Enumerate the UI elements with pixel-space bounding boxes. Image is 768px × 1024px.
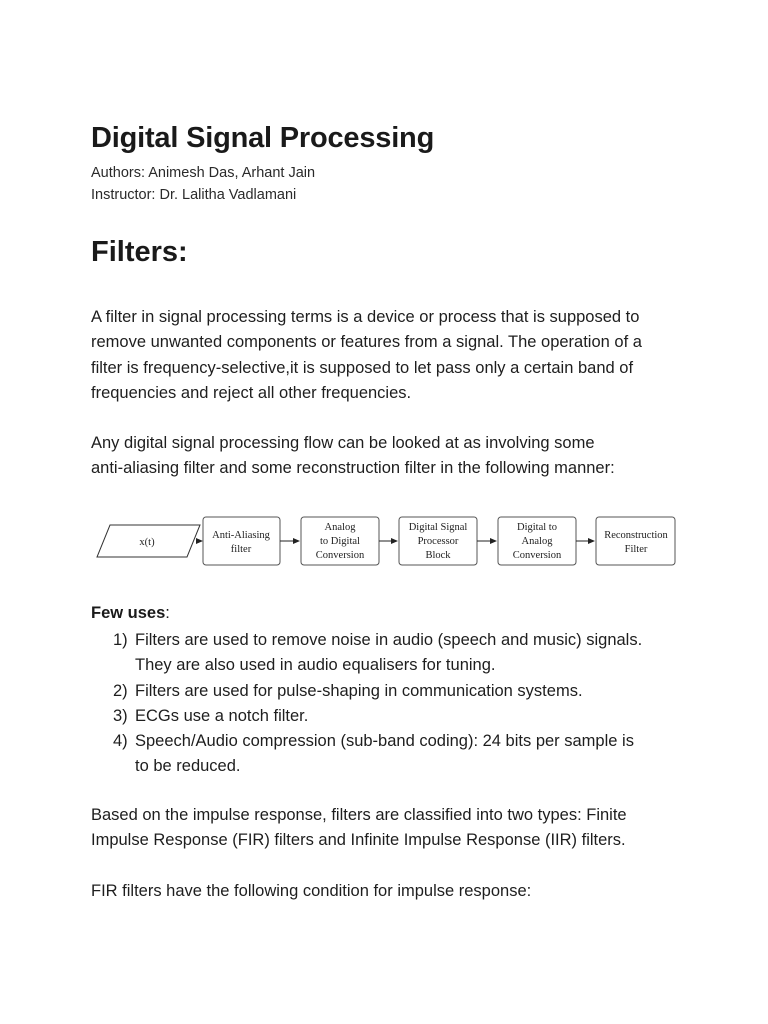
list-item-number: 4) bbox=[113, 732, 128, 751]
paragraph-filter-definition bbox=[91, 305, 691, 406]
uses-list bbox=[91, 628, 701, 780]
block-label: Conversion bbox=[315, 550, 365, 561]
text-line: Speech/Audio compression (sub-band coding): 24 bits per sample is bbox=[135, 732, 634, 751]
block-label: Conversion bbox=[512, 550, 562, 561]
block-label: Analog bbox=[521, 536, 553, 547]
text-line: A filter in signal processing terms is a device or process that is supposed to bbox=[91, 308, 640, 326]
block-label: Filter bbox=[624, 544, 648, 555]
text-line: Any digital signal processing flow can be looked at as involving some bbox=[91, 434, 595, 452]
block-label: to Digital bbox=[320, 536, 360, 547]
text-line: Filters are used for pulse-shaping in communication systems. bbox=[135, 681, 583, 700]
block-label: Digital Signal bbox=[408, 522, 468, 533]
list-item-number: 2) bbox=[113, 681, 128, 700]
list-item-number: 3) bbox=[113, 706, 128, 725]
text-line: Impulse Response (FIR) filters and Infinite Impulse Response (IIR) filters. bbox=[91, 831, 626, 850]
block-label: Anti-Aliasing bbox=[212, 530, 270, 541]
text-line: ECGs use a notch filter. bbox=[135, 706, 309, 725]
dsp-flow-diagram bbox=[95, 510, 680, 572]
block-label: filter bbox=[230, 544, 252, 555]
instructor-line: Instructor: Dr. Lalitha Vadlamani bbox=[91, 187, 297, 203]
uses-heading bbox=[91, 604, 170, 623]
block-anti-aliasing-filter bbox=[203, 517, 280, 565]
block-reconstruction-filter bbox=[596, 517, 675, 565]
input-label: x(t) bbox=[139, 537, 155, 548]
text-line: frequencies and reject all other frequencies. bbox=[91, 383, 412, 402]
list-item bbox=[91, 679, 701, 704]
block-label: Reconstruction bbox=[604, 530, 668, 541]
text-line: anti-aliasing filter and some reconstruction filter in the following manner: bbox=[91, 459, 615, 478]
block-label: Digital to bbox=[517, 522, 557, 533]
paragraph-fir-condition: FIR filters have the following condition for impulse response: bbox=[91, 882, 532, 900]
text-line: to be reduced. bbox=[135, 757, 241, 776]
text-line: remove unwanted components or features from a signal. The operation of a bbox=[91, 333, 642, 352]
block-label: Analog bbox=[324, 522, 356, 533]
list-item bbox=[91, 729, 701, 780]
paragraph-filter-types bbox=[91, 803, 691, 854]
block-label: Processor bbox=[417, 536, 459, 547]
uses-heading-label: Few uses bbox=[91, 604, 166, 622]
uses-heading-colon: : bbox=[165, 604, 170, 622]
text-line: Filters are used to remove noise in audio (speech and music) signals. bbox=[135, 631, 643, 649]
text-line: Based on the impulse response, filters are classified into two types: Finite bbox=[91, 806, 627, 824]
authors-line: Authors: Animesh Das, Arhant Jain bbox=[91, 165, 316, 181]
list-item-number: 1) bbox=[113, 631, 128, 649]
list-item bbox=[91, 628, 701, 679]
list-item bbox=[91, 704, 701, 729]
paragraph-dsp-flow bbox=[91, 431, 691, 482]
text-line: They are also used in audio equalisers for tuning. bbox=[135, 656, 496, 675]
block-label: Block bbox=[425, 550, 451, 561]
section-heading-filters: Filters: bbox=[91, 236, 188, 268]
page-title: Digital Signal Processing bbox=[91, 122, 435, 154]
text-line: filter is frequency-selective,it is supposed to let pass only a certain band of bbox=[91, 358, 634, 377]
